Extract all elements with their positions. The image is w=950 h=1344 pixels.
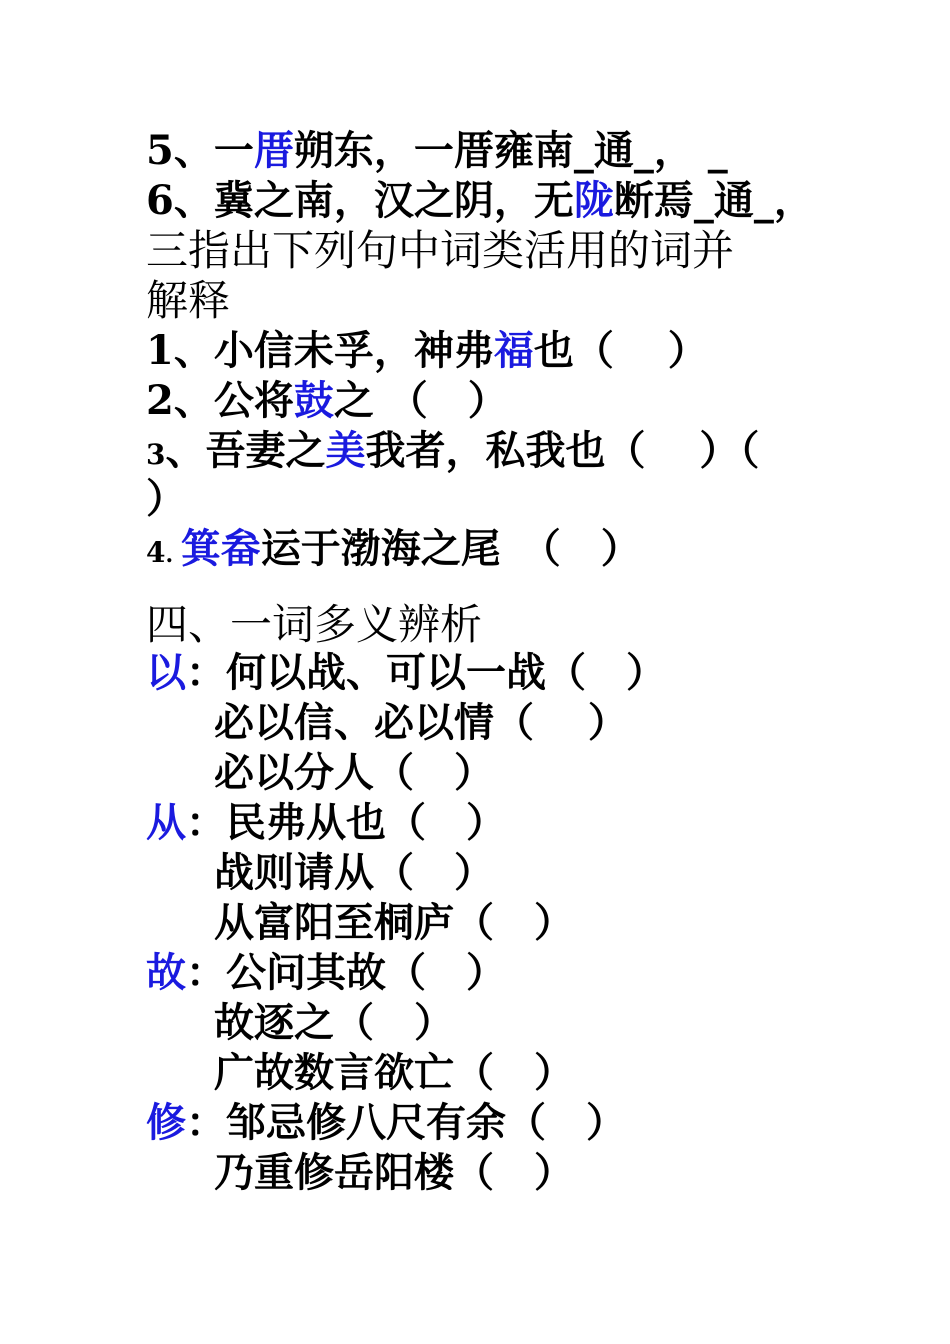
polysemy-group-xiu	[146, 1098, 626, 1148]
question-number: 1	[146, 327, 174, 374]
section-3-title: 三指出下列句中词类活用的词并	[146, 226, 735, 275]
highlighted-word: 箕畚	[180, 525, 261, 572]
polysemy-word: 从	[146, 799, 186, 846]
question-text: 朔东，一厝雍南_通_， _	[293, 127, 728, 174]
polysemy-item: 必以分人（ ）	[214, 749, 494, 796]
question-3-cont: ）	[146, 475, 186, 522]
question-6	[146, 176, 814, 226]
question-separator: .	[165, 542, 181, 568]
question-text: 、吾妻之	[165, 427, 326, 474]
polysemy-group-yi	[146, 648, 666, 698]
polysemy-group-gu	[146, 948, 506, 998]
polysemy-word: 以	[146, 649, 186, 696]
polysemy-item: 故逐之（ ）	[214, 999, 454, 1046]
polysemy-item: ：公问其故（ ）	[186, 949, 506, 996]
question-text: 、冀之南，汉之阴，无	[173, 177, 574, 224]
question-text: 断焉_通_，	[613, 177, 814, 224]
question-text: 、小信未孚，神弗	[173, 327, 494, 374]
highlighted-word: 陇	[573, 177, 614, 224]
section-4-title: 四、一词多义辨析	[146, 600, 483, 649]
question-2	[146, 376, 508, 426]
question-text: 我者，私我也（ ）（	[365, 427, 760, 474]
question-number: 4	[146, 536, 166, 569]
polysemy-item: ：何以战、可以一战（ ）	[186, 649, 666, 696]
question-5	[146, 126, 728, 176]
question-text: 也（ ）	[533, 327, 708, 374]
polysemy-item: 乃重修岳阳楼（ ）	[214, 1149, 574, 1196]
question-3	[146, 426, 759, 480]
highlighted-word: 美	[325, 427, 366, 474]
question-number: 5	[146, 127, 174, 174]
question-1	[146, 326, 708, 376]
question-4	[146, 524, 641, 580]
polysemy-word: 修	[146, 1099, 186, 1146]
polysemy-word: 故	[146, 949, 186, 996]
polysemy-item: 战则请从（ ）	[214, 849, 494, 896]
question-number: 6	[146, 177, 174, 224]
question-text: 、公将	[173, 377, 294, 424]
question-text: 运于渤海之尾 （ ）	[260, 525, 641, 572]
polysemy-item: 从富阳至桐庐（ ）	[214, 899, 574, 946]
highlighted-word: 厝	[253, 127, 294, 174]
polysemy-item: ：民弗从也（ ）	[186, 799, 506, 846]
highlighted-word: 鼓	[293, 377, 334, 424]
question-number: 2	[146, 377, 174, 424]
section-3-title-cont: 解释	[146, 276, 231, 325]
polysemy-group-cong	[146, 798, 506, 848]
polysemy-item: 必以信、必以情（ ）	[214, 699, 628, 746]
question-text: 之 （ ）	[333, 377, 508, 424]
highlighted-word: 福	[493, 327, 534, 374]
polysemy-item: 广故数言欲亡（ ）	[214, 1049, 574, 1096]
polysemy-item: ：邹忌修八尺有余（ ）	[186, 1099, 626, 1146]
question-text: 、一	[173, 127, 254, 174]
question-number: 3	[146, 438, 166, 471]
